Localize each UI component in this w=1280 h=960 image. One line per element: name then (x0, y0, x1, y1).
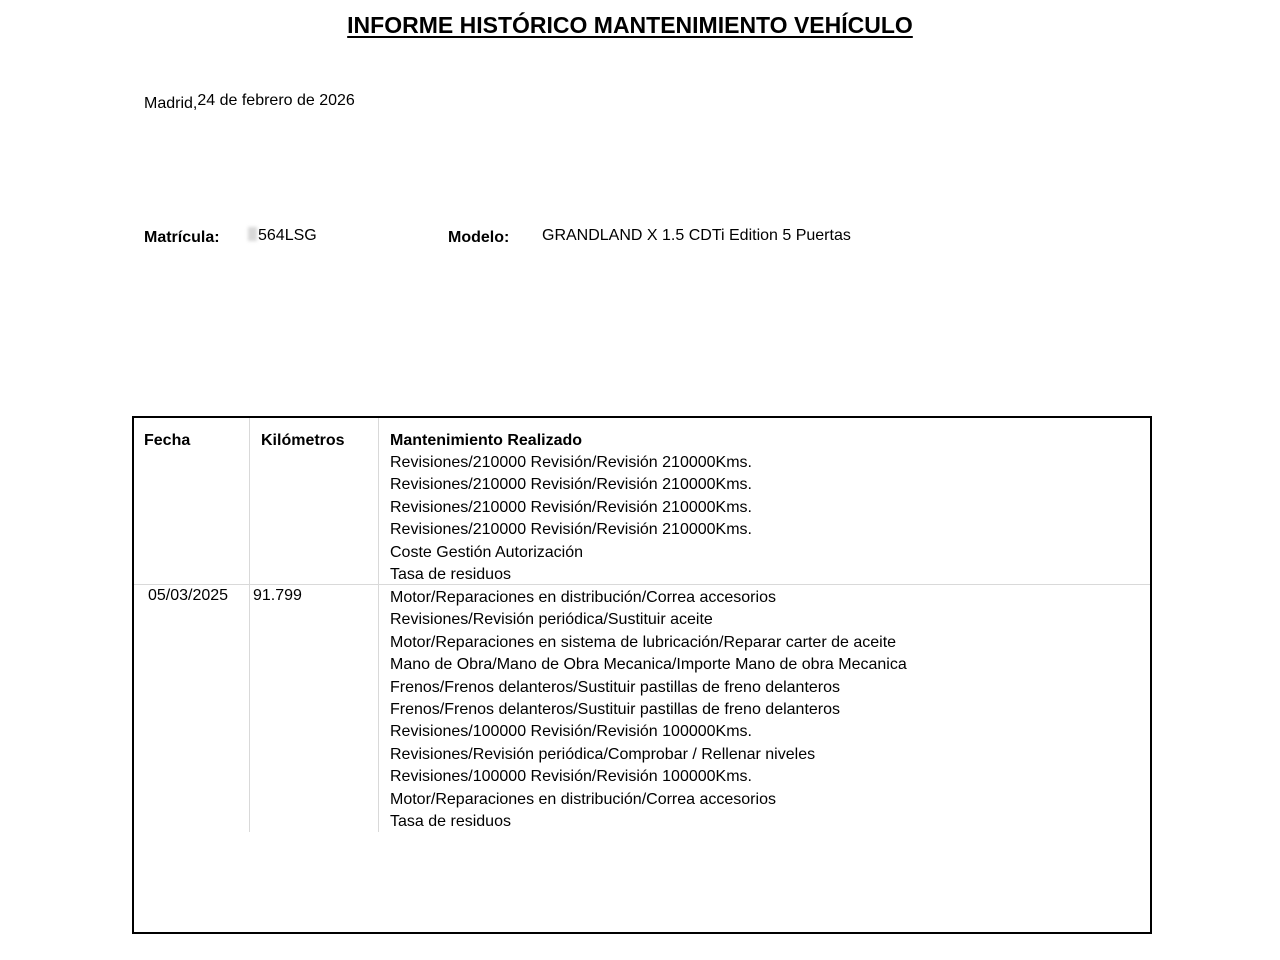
list-item: Motor/Reparaciones en sistema de lubricación/Reparar carter de aceite (390, 633, 897, 651)
plate-value-wrap (248, 227, 317, 245)
model-label: Modelo: (448, 229, 510, 246)
list-item: Revisiones/210000 Revisión/Revisión 210000Kms. (390, 498, 752, 516)
list-item: Frenos/Frenos delanteros/Sustituir pastillas de freno delanteros (390, 701, 841, 719)
list-item: Revisiones/Revisión periódica/Sustituir aceite (390, 611, 713, 629)
maintenance-table (132, 416, 1152, 934)
header-maintenance: Mantenimiento Realizado (390, 432, 583, 449)
list-item: Motor/Reparaciones en distribución/Correa accesorios (390, 589, 776, 606)
column-divider (249, 418, 250, 832)
plate-value: 564LSG (258, 227, 317, 244)
header-items (390, 452, 752, 586)
redacted-mark (248, 227, 257, 241)
report-date: 24 de febrero de 2026 (197, 92, 355, 109)
date-line (144, 92, 355, 110)
date-city: Madrid, (144, 95, 198, 112)
list-item: Revisiones/100000 Revisión/Revisión 100000Kms. (390, 768, 752, 786)
list-item: Tasa de residuos (390, 566, 511, 584)
report-title: INFORME HISTÓRICO MANTENIMIENTO VEHÍCULO (347, 12, 913, 38)
list-item: Coste Gestión Autorización (390, 543, 583, 561)
list-item: Revisiones/Revisión periódica/Comprobar / Rellenar niveles (390, 745, 816, 763)
plate-label: Matrícula: (144, 229, 220, 246)
row-items (390, 587, 907, 833)
list-item: Revisiones/210000 Revisión/Revisión 210000Kms. (390, 476, 752, 494)
model-value: GRANDLAND X 1.5 CDTi Edition 5 Puertas (542, 227, 851, 244)
list-item: Tasa de residuos (390, 813, 511, 831)
column-divider (378, 418, 379, 832)
list-item: Revisiones/100000 Revisión/Revisión 100000Kms. (390, 723, 752, 741)
list-item: Revisiones/210000 Revisión/Revisión 210000Kms. (390, 521, 752, 539)
list-item: Motor/Reparaciones en distribución/Correa accesorios (390, 790, 776, 808)
list-item: Revisiones/210000 Revisión/Revisión 210000Kms. (390, 454, 752, 471)
list-item: Frenos/Frenos delanteros/Sustituir pastillas de freno delanteros (390, 678, 841, 696)
row-date: 05/03/2025 (148, 587, 229, 604)
row-km: 91.799 (253, 587, 302, 604)
header-km: Kilómetros (261, 432, 345, 449)
list-item: Mano de Obra/Mano de Obra Mecanica/Importe Mano de obra Mecanica (390, 656, 907, 674)
header-date: Fecha (144, 432, 191, 449)
